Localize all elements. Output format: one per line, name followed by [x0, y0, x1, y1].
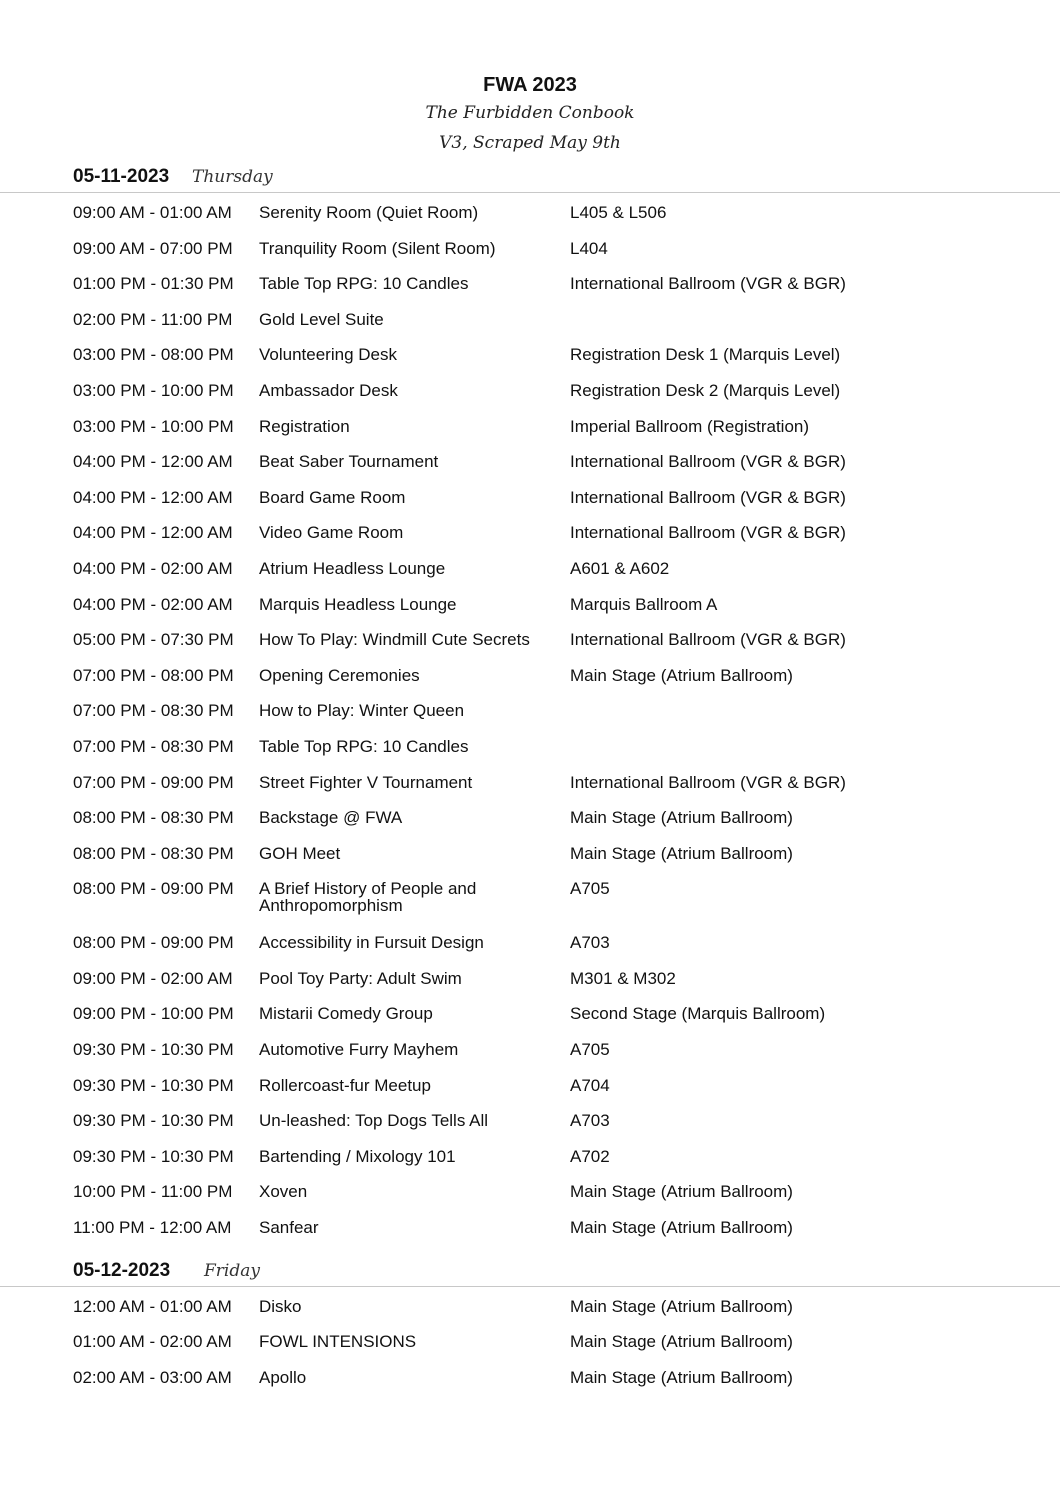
- event-time: 07:00 PM - 08:00 PM: [73, 665, 234, 685]
- schedule-row: [0, 1032, 1060, 1068]
- event-name: FOWL INTENSIONS: [259, 1332, 417, 1352]
- event-location: Marquis Ballroom A: [570, 594, 718, 614]
- schedule-row: [0, 551, 1060, 587]
- event-time: 04:00 PM - 02:00 AM: [73, 594, 233, 614]
- event-name: Atrium Headless Lounge: [259, 558, 446, 578]
- event-location: Main Stage (Atrium Ballroom): [570, 1182, 793, 1202]
- event-time: 02:00 AM - 03:00 AM: [73, 1367, 232, 1387]
- event-time: 12:00 AM - 01:00 AM: [73, 1296, 232, 1316]
- event-time: 09:30 PM - 10:30 PM: [73, 1040, 234, 1060]
- document-version: V3, Scraped May 9th: [439, 133, 621, 153]
- document-header: [0, 72, 1060, 158]
- event-time: 03:00 PM - 10:00 PM: [73, 380, 234, 400]
- day-block: [0, 158, 1060, 1246]
- day-header: [0, 158, 1060, 193]
- event-name: Serenity Room (Quiet Room): [259, 203, 479, 222]
- event-location: Main Stage (Atrium Ballroom): [570, 665, 793, 685]
- day-block: [0, 1252, 1060, 1396]
- event-name: Tranquility Room (Silent Room): [259, 238, 496, 258]
- event-name: Xoven: [259, 1182, 308, 1202]
- schedule-row: [0, 1174, 1060, 1210]
- schedule-row: [0, 515, 1060, 551]
- event-time: 04:00 PM - 12:00 AM: [73, 487, 233, 507]
- event-name: Un-leashed: Top Dogs Tells All: [259, 1111, 489, 1131]
- event-location: International Ballroom (VGR & BGR): [570, 630, 846, 650]
- event-location: L405 & L506: [570, 203, 667, 222]
- event-location: Registration Desk 1 (Marquis Level): [570, 345, 841, 365]
- event-time: 04:00 PM - 02:00 AM: [73, 558, 233, 578]
- schedule-row: [0, 693, 1060, 729]
- event-name: Backstage @ FWA: [259, 808, 403, 828]
- event-name: Gold Level Suite: [259, 309, 384, 329]
- day-weekday: Friday: [204, 1260, 260, 1281]
- schedule-row: [0, 480, 1060, 516]
- day-header: [0, 1252, 1060, 1287]
- schedule-row: [0, 302, 1060, 338]
- event-location: Main Stage (Atrium Ballroom): [570, 808, 793, 828]
- event-time: 02:00 PM - 11:00 PM: [73, 309, 233, 329]
- day-date: 05-11-2023: [73, 166, 170, 187]
- schedule-row: [0, 373, 1060, 409]
- event-name: GOH Meet: [259, 843, 341, 863]
- event-name: Automotive Furry Mayhem: [259, 1040, 459, 1060]
- event-name: Table Top RPG: 10 Candles: [259, 736, 469, 756]
- event-time: 09:00 AM - 01:00 AM: [73, 203, 232, 222]
- event-name: Registration: [259, 416, 350, 436]
- schedule-row: [0, 195, 1060, 231]
- event-time: 07:00 PM - 09:00 PM: [73, 772, 234, 792]
- event-time: 08:00 PM - 09:00 PM: [73, 933, 234, 953]
- event-time: 08:00 PM - 08:30 PM: [73, 843, 234, 863]
- event-time: 09:30 PM - 10:30 PM: [73, 1146, 234, 1166]
- event-time: 07:00 PM - 08:30 PM: [73, 701, 234, 721]
- event-location: A702: [570, 1146, 610, 1166]
- schedule-row: [0, 337, 1060, 373]
- schedule-row: [0, 1289, 1060, 1325]
- event-name: Pool Toy Party: Adult Swim: [259, 968, 462, 988]
- event-location: International Ballroom (VGR & BGR): [570, 772, 846, 792]
- day-date: 05-12-2023: [73, 1259, 171, 1281]
- event-location: Second Stage (Marquis Ballroom): [570, 1004, 826, 1024]
- schedule-row: [0, 444, 1060, 480]
- event-location: International Ballroom (VGR & BGR): [570, 452, 846, 472]
- event-name: Disko: [259, 1296, 302, 1316]
- schedule-row: [0, 1324, 1060, 1360]
- document-title: FWA 2023: [483, 74, 577, 96]
- event-location: A703: [570, 933, 610, 953]
- event-time: 11:00 PM - 12:00 AM: [73, 1218, 232, 1238]
- schedule-row: [0, 622, 1060, 658]
- event-name: Marquis Headless Lounge: [259, 594, 457, 614]
- schedule-row: [0, 1068, 1060, 1104]
- event-time: 04:00 PM - 12:00 AM: [73, 452, 233, 472]
- event-time: 07:00 PM - 08:30 PM: [73, 736, 234, 756]
- event-time: 05:00 PM - 07:30 PM: [73, 630, 234, 650]
- schedule-row: [0, 1139, 1060, 1175]
- schedule-row: [0, 961, 1060, 997]
- event-location: Main Stage (Atrium Ballroom): [570, 1367, 793, 1387]
- schedule-row: [0, 658, 1060, 694]
- event-name: Street Fighter V Tournament: [259, 772, 473, 792]
- event-name: Apollo: [259, 1367, 307, 1387]
- event-name: Rollercoast-fur Meetup: [259, 1075, 431, 1095]
- day-weekday: Thursday: [192, 167, 273, 187]
- schedule-row: [0, 836, 1060, 872]
- schedule-row: [0, 871, 1060, 925]
- schedule-row: [0, 800, 1060, 836]
- event-location: International Ballroom (VGR & BGR): [570, 487, 846, 507]
- schedule-row: [0, 765, 1060, 801]
- event-time: 03:00 PM - 10:00 PM: [73, 416, 234, 436]
- event-name: How To Play: Windmill Cute Secrets: [259, 630, 530, 650]
- schedule-row: [0, 996, 1060, 1032]
- event-name: Mistarii Comedy Group: [259, 1004, 433, 1024]
- event-name: Ambassador Desk: [259, 380, 398, 400]
- event-time: 01:00 PM - 01:30 PM: [73, 274, 234, 294]
- event-location: A705: [570, 879, 610, 899]
- event-name: Table Top RPG: 10 Candles: [259, 274, 469, 294]
- event-name: Video Game Room: [259, 523, 404, 543]
- event-time: 09:30 PM - 10:30 PM: [73, 1075, 234, 1095]
- event-location: A703: [570, 1111, 610, 1131]
- event-name: Sanfear: [259, 1218, 319, 1238]
- event-location: International Ballroom (VGR & BGR): [570, 523, 846, 543]
- event-name: Opening Ceremonies: [259, 665, 420, 685]
- event-name: Accessibility in Fursuit Design: [259, 933, 484, 953]
- event-location: L404: [570, 238, 608, 258]
- event-time: 08:00 PM - 08:30 PM: [73, 808, 234, 828]
- event-location: M301 & M302: [570, 968, 676, 988]
- document-subtitle: The Furbidden Conbook: [425, 103, 635, 123]
- schedule-row: [0, 1360, 1060, 1396]
- schedule-row: [0, 409, 1060, 445]
- event-location: A705: [570, 1040, 610, 1060]
- event-time: 01:00 AM - 02:00 AM: [73, 1332, 232, 1352]
- event-time: 09:00 AM - 07:00 PM: [73, 238, 233, 258]
- event-time: 04:00 PM - 12:00 AM: [73, 523, 233, 543]
- event-name: Beat Saber Tournament: [259, 452, 439, 472]
- schedule-row: [0, 231, 1060, 267]
- event-time: 09:00 PM - 02:00 AM: [73, 968, 233, 988]
- event-name: Volunteering Desk: [259, 345, 397, 365]
- event-time: 09:30 PM - 10:30 PM: [73, 1111, 234, 1131]
- event-time: 03:00 PM - 08:00 PM: [73, 345, 234, 365]
- schedule-row: [0, 1103, 1060, 1139]
- event-name: How to Play: Winter Queen: [259, 701, 465, 721]
- event-time: 08:00 PM - 09:00 PM: [73, 879, 234, 899]
- event-name: A Brief History of People and Anthropomorphism: [259, 879, 477, 916]
- schedule-row: [0, 587, 1060, 623]
- event-name: Board Game Room: [259, 487, 406, 507]
- event-location: Main Stage (Atrium Ballroom): [570, 1332, 793, 1352]
- event-location: Main Stage (Atrium Ballroom): [570, 1218, 793, 1238]
- event-location: International Ballroom (VGR & BGR): [570, 274, 846, 294]
- event-location: Main Stage (Atrium Ballroom): [570, 843, 793, 863]
- event-location: Registration Desk 2 (Marquis Level): [570, 380, 841, 400]
- event-location: Main Stage (Atrium Ballroom): [570, 1296, 793, 1316]
- schedule-row: [0, 925, 1060, 961]
- schedule-row: [0, 729, 1060, 765]
- schedule-row: [0, 266, 1060, 302]
- event-name: Bartending / Mixology 101: [259, 1146, 456, 1166]
- event-location: A704: [570, 1075, 610, 1095]
- event-time: 09:00 PM - 10:00 PM: [73, 1004, 234, 1024]
- event-location: Imperial Ballroom (Registration): [570, 416, 810, 436]
- event-location: A601 & A602: [570, 558, 670, 578]
- schedule-row: [0, 1210, 1060, 1246]
- event-time: 10:00 PM - 11:00 PM: [73, 1182, 233, 1202]
- schedule: [0, 158, 1060, 1395]
